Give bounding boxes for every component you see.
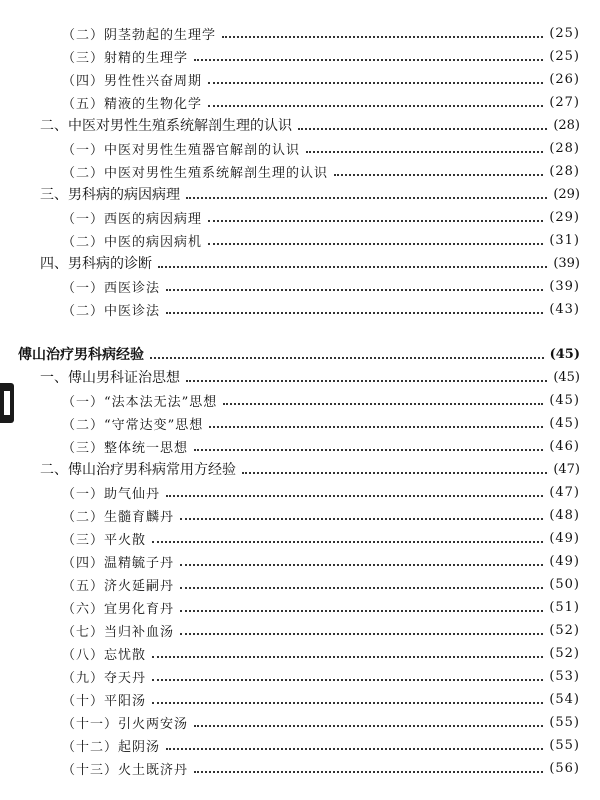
toc-entry-title: （五）济火延嗣丹 — [62, 578, 175, 594]
dot-leader — [209, 425, 543, 428]
toc-entry-title: （十一）引火两安汤 — [62, 716, 189, 732]
toc-entry-page: (28) — [549, 140, 580, 156]
toc-entry-page: (54) — [549, 691, 580, 707]
toc-entry-page: (46) — [549, 438, 580, 454]
toc-entry — [0, 252, 600, 274]
toc-entry — [0, 137, 600, 159]
dot-leader — [208, 242, 543, 245]
dot-leader — [152, 701, 543, 704]
toc-entry — [0, 550, 600, 572]
toc-entry — [0, 527, 600, 549]
toc-entry — [0, 229, 600, 251]
toc-entry-title: 四、男科病的诊断 — [40, 256, 152, 272]
toc-entry — [0, 389, 600, 411]
toc-entry-page: (43) — [549, 301, 580, 317]
toc-entry-page: (51) — [549, 599, 580, 615]
toc-entry-page: (50) — [549, 576, 580, 592]
toc-entry-title: 傅山治疗男科病经验 — [18, 347, 144, 363]
toc-entry-title: （四）男性性兴奋周期 — [62, 73, 203, 89]
toc-entry — [0, 711, 600, 733]
toc-entry-page: (45) — [549, 392, 580, 408]
toc-entry-page: (25) — [549, 25, 580, 41]
toc-entry-title: （三）射精的生理学 — [62, 50, 189, 66]
toc-entry-title: 一、傅山男科证治思想 — [40, 370, 180, 386]
dot-leader — [180, 586, 543, 589]
toc-entry-title: （九）夺天丹 — [62, 670, 147, 686]
toc-entry-title: （二）中医诊法 — [62, 303, 161, 319]
toc-entry-title: （六）宜男化育丹 — [62, 601, 175, 617]
dot-leader — [222, 35, 543, 38]
dot-leader — [152, 678, 543, 681]
dot-leader — [208, 219, 543, 222]
toc-entry — [0, 734, 600, 756]
toc-entry-title: （八）忘忧散 — [62, 647, 147, 663]
toc-entry — [0, 435, 600, 457]
toc-entry-title: （一）西医诊法 — [62, 280, 161, 296]
toc-entry — [0, 665, 600, 687]
toc-entry-title: （一）助气仙丹 — [62, 486, 161, 502]
toc-entry-page: (27) — [549, 94, 580, 110]
toc-entry-title: （五）精液的生物化学 — [62, 96, 203, 112]
dot-leader — [152, 655, 543, 658]
toc-entry — [0, 458, 600, 480]
dot-leader — [152, 540, 543, 543]
dot-leader — [334, 173, 543, 176]
dot-leader — [166, 494, 543, 497]
toc-entry-title: （二）中医的病因病机 — [62, 234, 203, 250]
dot-leader — [166, 288, 543, 291]
toc-entry-page: (55) — [549, 737, 580, 753]
toc-entry-page: (31) — [549, 232, 580, 248]
toc-entry-page: (28) — [549, 163, 580, 179]
toc-entry — [0, 481, 600, 503]
toc-entry — [0, 275, 600, 297]
dot-leader — [242, 471, 547, 474]
toc-entry-page: (55) — [549, 714, 580, 730]
toc-entry-page: (47) — [549, 484, 580, 500]
toc-entry-page: (28) — [553, 117, 580, 133]
toc-entry-title: 二、中医对男性生殖系统解剖生理的认识 — [40, 118, 292, 134]
toc-entry — [0, 573, 600, 595]
dot-leader — [298, 127, 547, 130]
toc-entry-page: (39) — [553, 255, 580, 271]
toc-entry-page: (45) — [549, 346, 580, 362]
toc-entry-title: （一）中医对男性生殖器官解剖的认识 — [62, 142, 301, 158]
toc-entry — [0, 22, 600, 44]
toc-entry-page: (52) — [549, 645, 580, 661]
dot-leader — [180, 609, 543, 612]
toc-entry — [0, 45, 600, 67]
toc-entry-page: (52) — [549, 622, 580, 638]
toc-entry-page: (53) — [549, 668, 580, 684]
toc-entry-page: (29) — [553, 186, 580, 202]
toc-entry — [0, 114, 600, 136]
toc-entry-title: （十三）火土既济丹 — [62, 762, 189, 778]
toc-entry — [0, 68, 600, 90]
toc-entry-page: (29) — [549, 209, 580, 225]
toc-entry — [0, 206, 600, 228]
toc-entry-title: （一）西医的病因病理 — [62, 211, 203, 227]
toc-entry-page: (49) — [549, 530, 580, 546]
dot-leader — [150, 356, 544, 359]
toc-entry — [0, 91, 600, 113]
toc-entry-title: （四）温精毓子丹 — [62, 555, 175, 571]
toc-entry — [0, 366, 600, 388]
dot-leader — [208, 81, 543, 84]
toc-entry-page: (49) — [549, 553, 580, 569]
dot-leader — [186, 196, 547, 199]
toc-entry-page: (45) — [549, 415, 580, 431]
toc-entry — [0, 642, 600, 664]
toc-entry — [0, 343, 600, 365]
dot-leader — [306, 150, 543, 153]
toc-entry-title: （十）平阳汤 — [62, 693, 147, 709]
toc-entry — [0, 160, 600, 182]
toc-entry-page: (25) — [549, 48, 580, 64]
dot-leader — [194, 724, 543, 727]
toc-entry-title: （二）阴茎勃起的生理学 — [62, 27, 217, 43]
dot-leader — [223, 402, 543, 405]
toc-entry — [0, 504, 600, 526]
toc-entry-title: （二）“守常达变”思想 — [62, 417, 204, 433]
toc-entry-title: （二）中医对男性生殖系统解剖生理的认识 — [62, 165, 329, 181]
dot-leader — [194, 58, 543, 61]
dot-leader — [208, 104, 543, 107]
toc-entry — [0, 619, 600, 641]
dot-leader — [180, 632, 543, 635]
toc-entry-title: 三、男科病的病因病理 — [40, 187, 180, 203]
toc-entry-title: （十二）起阴汤 — [62, 739, 161, 755]
toc-entry-title: （三）整体统一思想 — [62, 440, 189, 456]
toc-entry-page: (39) — [549, 278, 580, 294]
toc-entry — [0, 757, 600, 779]
toc-entry-page: (47) — [553, 461, 580, 477]
dot-leader — [166, 311, 543, 314]
toc-entry — [0, 688, 600, 710]
toc-entry-page: (56) — [549, 760, 580, 776]
toc-entry-title: （七）当归补血汤 — [62, 624, 175, 640]
dot-leader — [186, 379, 547, 382]
toc-entry-title: （二）生髓育麟丹 — [62, 509, 175, 525]
toc-entry — [0, 298, 600, 320]
dot-leader — [180, 517, 543, 520]
toc-entry — [0, 183, 600, 205]
dot-leader — [194, 770, 543, 773]
toc-entry-title: （一）“法本法无法”思想 — [62, 394, 218, 410]
toc-entry-page: (48) — [549, 507, 580, 523]
edge-fragment-mark — [0, 383, 14, 423]
dot-leader — [180, 563, 543, 566]
toc-entry-page: (26) — [549, 71, 580, 87]
toc-entry-title: （三）平火散 — [62, 532, 147, 548]
toc-entry-page: (45) — [553, 369, 580, 385]
toc-entry — [0, 412, 600, 434]
toc-entry — [0, 596, 600, 618]
toc-entry-title: 二、傅山治疗男科病常用方经验 — [40, 462, 236, 478]
dot-leader — [158, 265, 547, 268]
dot-leader — [166, 747, 543, 750]
dot-leader — [194, 448, 543, 451]
